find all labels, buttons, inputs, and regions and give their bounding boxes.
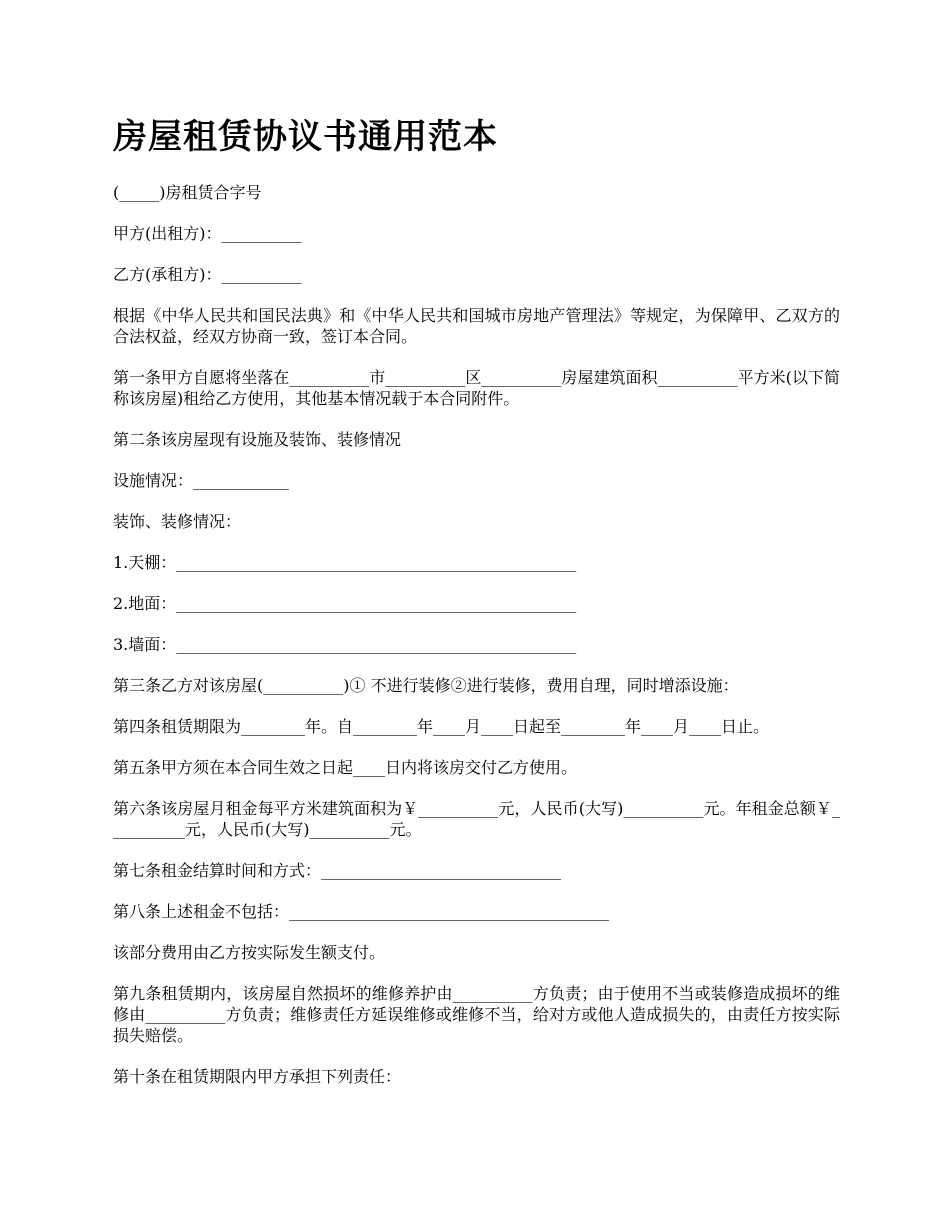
facilities-line: 设施情况：____________ [113, 471, 290, 490]
article-9: 第九条租赁期内，该房屋自然损坏的维修养护由__________方负责；由于使用不当或装修造成损坏的维修由__________方负责；维修责任方延误维修或维修不当，给对方或他人造成损失的，由责任方按实际损失赔偿。 [113, 984, 840, 1045]
floor-line: 2.地面：__________________________________________________ [113, 594, 577, 613]
article-7: 第七条租金结算时间和方式：______________________________ [113, 861, 562, 880]
party-a-line: 甲方(出租方)：__________ [113, 224, 302, 243]
wall-line: 3.墙面：__________________________________________________ [113, 635, 577, 654]
article-5: 第五条甲方须在本合同生效之日起____日内将该房交付乙方使用。 [113, 758, 578, 777]
decoration-heading: 装饰、装修情况： [113, 512, 242, 531]
article-3: 第三条乙方对该房屋(__________)① 不进行装修②进行装修，费用自理，同时增添设施： [113, 676, 739, 695]
contract-number: (_____)房租赁合字号 [113, 183, 262, 202]
article-1: 第一条甲方自愿将坐落在__________市__________区__________房屋建筑面积__________平方米(以下简称该房屋)租给乙方使用，其他基本情况载于本合同附件。 [113, 368, 840, 408]
document-title: 房屋租赁协议书通用范本 [113, 117, 498, 157]
document-page [113, 112, 840, 1107]
article-4: 第四条租赁期限为________年。自________年____月____日起至________年____月____日止。 [113, 717, 770, 736]
party-b-line: 乙方(承租方)：__________ [113, 265, 302, 284]
article-8: 第八条上述租金不包括：________________________________________ [113, 902, 610, 921]
article-8-note: 该部分费用由乙方按实际发生额支付。 [113, 943, 386, 962]
ceiling-line: 1.天棚：__________________________________________________ [113, 553, 577, 572]
preamble: 根据《中华人民共和国民法典》和《中华人民共和国城市房地产管理法》等规定，为保障甲、乙双方的合法权益，经双方协商一致，签订本合同。 [113, 306, 840, 346]
article-2: 第二条该房屋现有设施及装饰、装修情况 [113, 430, 402, 449]
article-6: 第六条该房屋月租金每平方米建筑面积为￥__________元，人民币(大写)__________元。年租金总额￥__________元，人民币(大写)__________元。 [113, 799, 840, 839]
article-10: 第十条在租赁期限内甲方承担下列责任： [113, 1067, 402, 1086]
